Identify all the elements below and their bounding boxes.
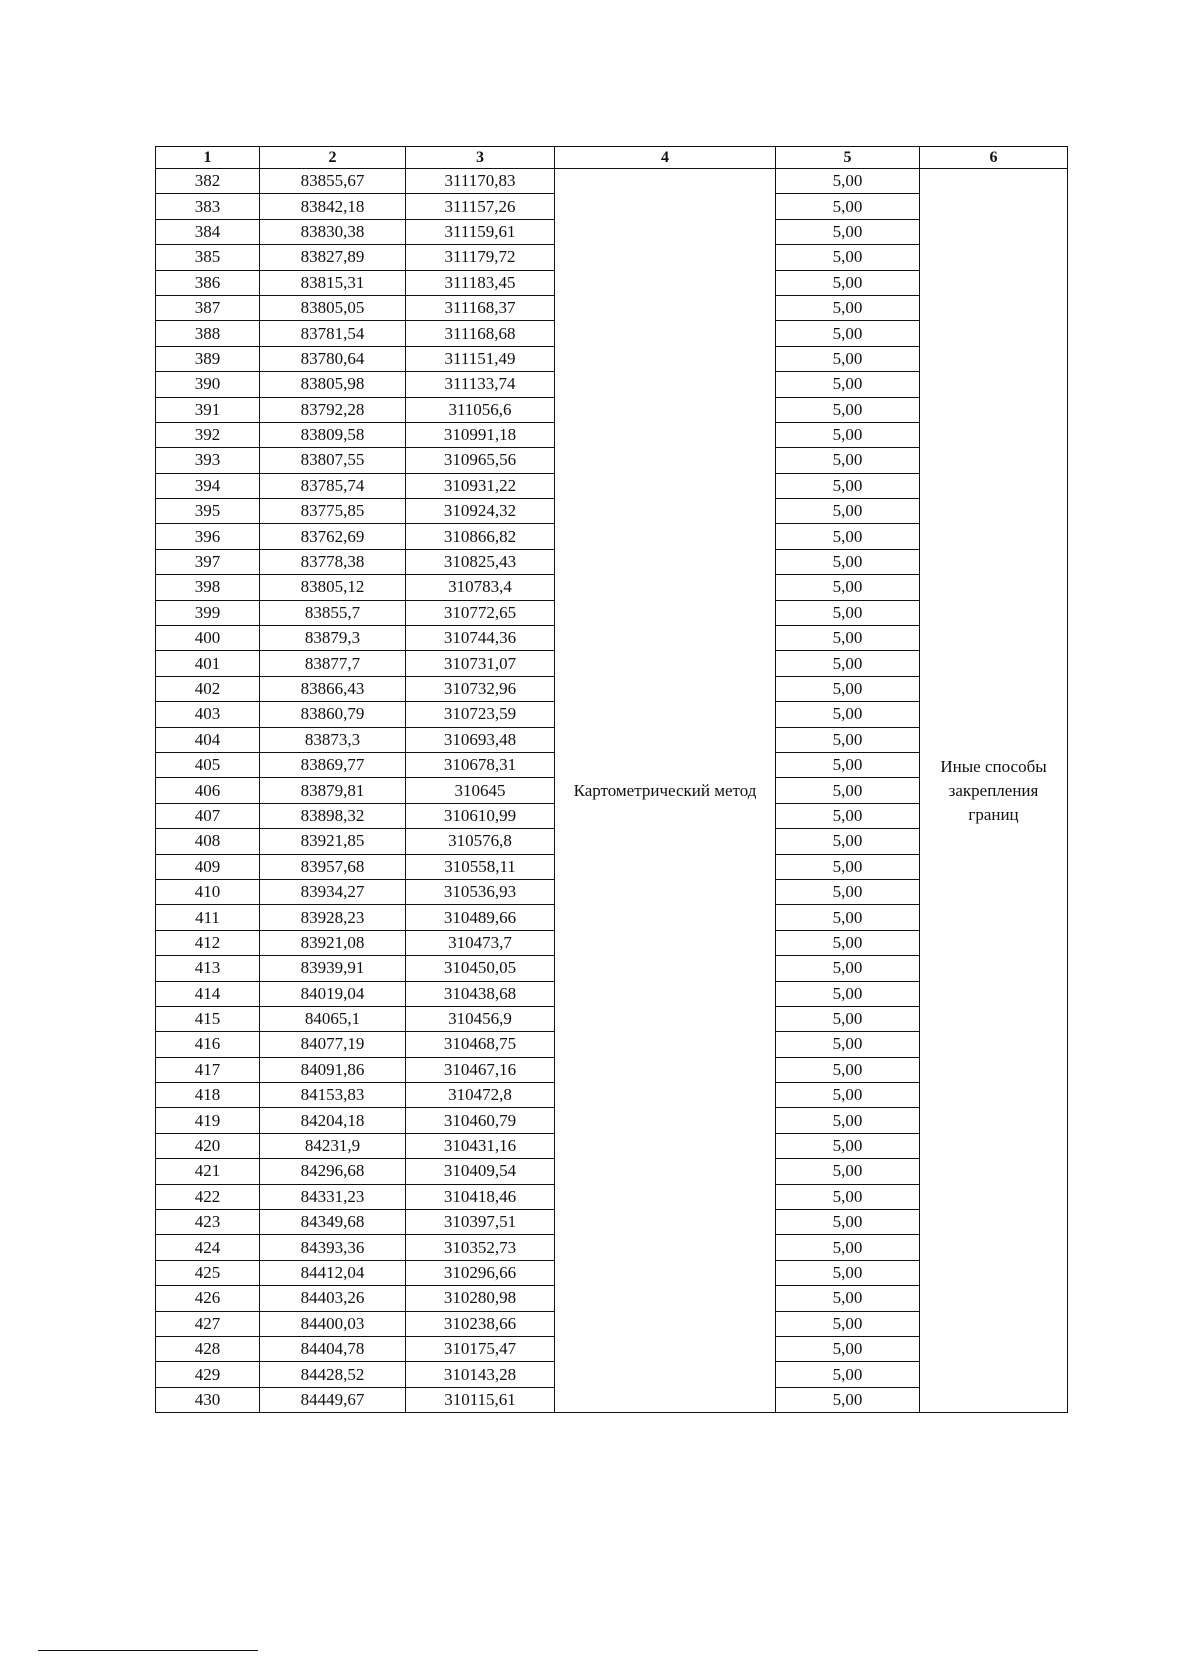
- coord-y: 310467,16: [406, 1057, 555, 1082]
- accuracy: 5,00: [776, 169, 920, 194]
- accuracy: 5,00: [776, 778, 920, 803]
- coord-x: 84404,78: [260, 1336, 406, 1361]
- accuracy: 5,00: [776, 422, 920, 447]
- point-number: 429: [156, 1362, 260, 1387]
- point-number: 403: [156, 702, 260, 727]
- coord-x: 83780,64: [260, 346, 406, 371]
- coord-x: 84091,86: [260, 1057, 406, 1082]
- coord-x: 83827,89: [260, 245, 406, 270]
- coord-x: 83805,98: [260, 372, 406, 397]
- coord-y: 310143,28: [406, 1362, 555, 1387]
- accuracy: 5,00: [776, 448, 920, 473]
- accuracy: 5,00: [776, 270, 920, 295]
- coord-y: 311168,68: [406, 321, 555, 346]
- point-number: 390: [156, 372, 260, 397]
- coord-x: 83869,77: [260, 752, 406, 777]
- header-col-6: 6: [920, 147, 1068, 169]
- coord-y: 310296,66: [406, 1260, 555, 1285]
- fixing-method-cell: Иные способы закрепления границ: [920, 169, 1068, 1413]
- accuracy: 5,00: [776, 1184, 920, 1209]
- coord-y: 310825,43: [406, 549, 555, 574]
- accuracy: 5,00: [776, 702, 920, 727]
- coord-y: 310732,96: [406, 676, 555, 701]
- point-number: 389: [156, 346, 260, 371]
- point-number: 410: [156, 879, 260, 904]
- accuracy: 5,00: [776, 1083, 920, 1108]
- coord-x: 83921,85: [260, 829, 406, 854]
- coord-y: 310723,59: [406, 702, 555, 727]
- coord-x: 83805,05: [260, 295, 406, 320]
- coord-x: 83830,38: [260, 219, 406, 244]
- point-number: 384: [156, 219, 260, 244]
- accuracy: 5,00: [776, 321, 920, 346]
- coord-x: 83898,32: [260, 803, 406, 828]
- header-col-5: 5: [776, 147, 920, 169]
- accuracy: 5,00: [776, 1133, 920, 1158]
- coord-x: 84349,68: [260, 1210, 406, 1235]
- coord-x: 84065,1: [260, 1006, 406, 1031]
- accuracy: 5,00: [776, 626, 920, 651]
- header-col-4: 4: [555, 147, 776, 169]
- point-number: 397: [156, 549, 260, 574]
- coord-y: 310175,47: [406, 1336, 555, 1361]
- coord-y: 310866,82: [406, 524, 555, 549]
- accuracy: 5,00: [776, 473, 920, 498]
- accuracy: 5,00: [776, 727, 920, 752]
- coord-x: 84019,04: [260, 981, 406, 1006]
- point-number: 430: [156, 1387, 260, 1412]
- coord-y: 310418,46: [406, 1184, 555, 1209]
- coord-x: 83928,23: [260, 905, 406, 930]
- point-number: 401: [156, 651, 260, 676]
- accuracy: 5,00: [776, 1006, 920, 1031]
- coord-y: 310678,31: [406, 752, 555, 777]
- coord-x: 83934,27: [260, 879, 406, 904]
- coord-x: 84412,04: [260, 1260, 406, 1285]
- point-number: 386: [156, 270, 260, 295]
- coord-y: 310115,61: [406, 1387, 555, 1412]
- coord-x: 83921,08: [260, 930, 406, 955]
- accuracy: 5,00: [776, 372, 920, 397]
- point-number: 427: [156, 1311, 260, 1336]
- coord-x: 84428,52: [260, 1362, 406, 1387]
- point-number: 423: [156, 1210, 260, 1235]
- point-number: 398: [156, 575, 260, 600]
- coord-x: 83785,74: [260, 473, 406, 498]
- accuracy: 5,00: [776, 651, 920, 676]
- coord-x: 84449,67: [260, 1387, 406, 1412]
- accuracy: 5,00: [776, 295, 920, 320]
- accuracy: 5,00: [776, 499, 920, 524]
- coord-y: 310409,54: [406, 1159, 555, 1184]
- point-number: 415: [156, 1006, 260, 1031]
- coord-y: 310744,36: [406, 626, 555, 651]
- accuracy: 5,00: [776, 1057, 920, 1082]
- coord-x: 83877,7: [260, 651, 406, 676]
- accuracy: 5,00: [776, 1260, 920, 1285]
- footnote-separator: [38, 1650, 258, 1651]
- accuracy: 5,00: [776, 1032, 920, 1057]
- point-number: 383: [156, 194, 260, 219]
- point-number: 422: [156, 1184, 260, 1209]
- coord-x: 83815,31: [260, 270, 406, 295]
- coord-y: 310645: [406, 778, 555, 803]
- point-number: 417: [156, 1057, 260, 1082]
- coord-y: 310450,05: [406, 956, 555, 981]
- point-number: 396: [156, 524, 260, 549]
- accuracy: 5,00: [776, 1286, 920, 1311]
- coord-x: 83842,18: [260, 194, 406, 219]
- accuracy: 5,00: [776, 930, 920, 955]
- coord-y: 310693,48: [406, 727, 555, 752]
- coord-y: 311170,83: [406, 169, 555, 194]
- accuracy: 5,00: [776, 956, 920, 981]
- point-number: 406: [156, 778, 260, 803]
- point-number: 416: [156, 1032, 260, 1057]
- point-number: 388: [156, 321, 260, 346]
- point-number: 393: [156, 448, 260, 473]
- header-col-1: 1: [156, 147, 260, 169]
- coord-y: 310397,51: [406, 1210, 555, 1235]
- accuracy: 5,00: [776, 600, 920, 625]
- coord-x: 84331,23: [260, 1184, 406, 1209]
- point-number: 412: [156, 930, 260, 955]
- coord-x: 83792,28: [260, 397, 406, 422]
- coord-x: 83809,58: [260, 422, 406, 447]
- coord-x: 84296,68: [260, 1159, 406, 1184]
- accuracy: 5,00: [776, 803, 920, 828]
- header-col-3: 3: [406, 147, 555, 169]
- point-number: 404: [156, 727, 260, 752]
- accuracy: 5,00: [776, 346, 920, 371]
- coord-x: 83879,81: [260, 778, 406, 803]
- coord-x: 83781,54: [260, 321, 406, 346]
- coord-x: 84403,26: [260, 1286, 406, 1311]
- coord-y: 311179,72: [406, 245, 555, 270]
- point-number: 382: [156, 169, 260, 194]
- coord-y: 310924,32: [406, 499, 555, 524]
- coordinates-table: [155, 146, 1068, 1413]
- point-number: 414: [156, 981, 260, 1006]
- table-row: [156, 169, 1068, 194]
- header-col-2: 2: [260, 147, 406, 169]
- coord-y: 310473,7: [406, 930, 555, 955]
- coord-x: 83879,3: [260, 626, 406, 651]
- coord-y: 310931,22: [406, 473, 555, 498]
- accuracy: 5,00: [776, 575, 920, 600]
- accuracy: 5,00: [776, 1362, 920, 1387]
- coord-y: 310472,8: [406, 1083, 555, 1108]
- point-number: 428: [156, 1336, 260, 1361]
- accuracy: 5,00: [776, 1210, 920, 1235]
- accuracy: 5,00: [776, 676, 920, 701]
- point-number: 409: [156, 854, 260, 879]
- coord-x: 83873,3: [260, 727, 406, 752]
- coord-y: 310772,65: [406, 600, 555, 625]
- accuracy: 5,00: [776, 219, 920, 244]
- coord-x: 83762,69: [260, 524, 406, 549]
- coord-y: 310731,07: [406, 651, 555, 676]
- coord-y: 310280,98: [406, 1286, 555, 1311]
- coord-y: 310783,4: [406, 575, 555, 600]
- accuracy: 5,00: [776, 905, 920, 930]
- point-number: 425: [156, 1260, 260, 1285]
- coord-y: 310238,66: [406, 1311, 555, 1336]
- accuracy: 5,00: [776, 1387, 920, 1412]
- point-number: 424: [156, 1235, 260, 1260]
- coord-y: 310991,18: [406, 422, 555, 447]
- coord-y: 310456,9: [406, 1006, 555, 1031]
- coord-y: 310460,79: [406, 1108, 555, 1133]
- accuracy: 5,00: [776, 549, 920, 574]
- accuracy: 5,00: [776, 829, 920, 854]
- coord-x: 84153,83: [260, 1083, 406, 1108]
- coord-x: 83957,68: [260, 854, 406, 879]
- header-row: [156, 147, 1068, 169]
- point-number: 400: [156, 626, 260, 651]
- point-number: 387: [156, 295, 260, 320]
- coord-y: 311157,26: [406, 194, 555, 219]
- point-number: 408: [156, 829, 260, 854]
- coord-y: 310352,73: [406, 1235, 555, 1260]
- point-number: 418: [156, 1083, 260, 1108]
- point-number: 394: [156, 473, 260, 498]
- coord-y: 310489,66: [406, 905, 555, 930]
- coord-y: 310468,75: [406, 1032, 555, 1057]
- point-number: 411: [156, 905, 260, 930]
- point-number: 395: [156, 499, 260, 524]
- coord-y: 311159,61: [406, 219, 555, 244]
- coord-x: 83939,91: [260, 956, 406, 981]
- point-number: 407: [156, 803, 260, 828]
- accuracy: 5,00: [776, 752, 920, 777]
- accuracy: 5,00: [776, 1159, 920, 1184]
- coord-x: 83855,67: [260, 169, 406, 194]
- point-number: 399: [156, 600, 260, 625]
- coord-y: 310610,99: [406, 803, 555, 828]
- method-cell: Картометрический метод: [555, 169, 776, 1413]
- accuracy: 5,00: [776, 1336, 920, 1361]
- coord-y: 310431,16: [406, 1133, 555, 1158]
- coord-y: 310965,56: [406, 448, 555, 473]
- coord-y: 311151,49: [406, 346, 555, 371]
- coord-x: 84204,18: [260, 1108, 406, 1133]
- accuracy: 5,00: [776, 524, 920, 549]
- coord-x: 83866,43: [260, 676, 406, 701]
- accuracy: 5,00: [776, 1311, 920, 1336]
- coord-y: 310438,68: [406, 981, 555, 1006]
- coord-x: 83805,12: [260, 575, 406, 600]
- coord-y: 311133,74: [406, 372, 555, 397]
- accuracy: 5,00: [776, 397, 920, 422]
- coord-x: 83855,7: [260, 600, 406, 625]
- point-number: 420: [156, 1133, 260, 1158]
- coord-y: 310558,11: [406, 854, 555, 879]
- table-body: [156, 169, 1068, 1413]
- accuracy: 5,00: [776, 879, 920, 904]
- point-number: 402: [156, 676, 260, 701]
- point-number: 426: [156, 1286, 260, 1311]
- coord-y: 311183,45: [406, 270, 555, 295]
- point-number: 385: [156, 245, 260, 270]
- coord-x: 83860,79: [260, 702, 406, 727]
- accuracy: 5,00: [776, 981, 920, 1006]
- accuracy: 5,00: [776, 1108, 920, 1133]
- coord-x: 84231,9: [260, 1133, 406, 1158]
- accuracy: 5,00: [776, 245, 920, 270]
- point-number: 419: [156, 1108, 260, 1133]
- accuracy: 5,00: [776, 1235, 920, 1260]
- coord-y: 310576,8: [406, 829, 555, 854]
- accuracy: 5,00: [776, 854, 920, 879]
- point-number: 421: [156, 1159, 260, 1184]
- coord-y: 311168,37: [406, 295, 555, 320]
- point-number: 405: [156, 752, 260, 777]
- point-number: 391: [156, 397, 260, 422]
- point-number: 413: [156, 956, 260, 981]
- coord-x: 83778,38: [260, 549, 406, 574]
- accuracy: 5,00: [776, 194, 920, 219]
- coord-x: 83807,55: [260, 448, 406, 473]
- coord-x: 84400,03: [260, 1311, 406, 1336]
- coord-x: 84077,19: [260, 1032, 406, 1057]
- coord-x: 84393,36: [260, 1235, 406, 1260]
- coord-x: 83775,85: [260, 499, 406, 524]
- point-number: 392: [156, 422, 260, 447]
- coord-y: 311056,6: [406, 397, 555, 422]
- coord-y: 310536,93: [406, 879, 555, 904]
